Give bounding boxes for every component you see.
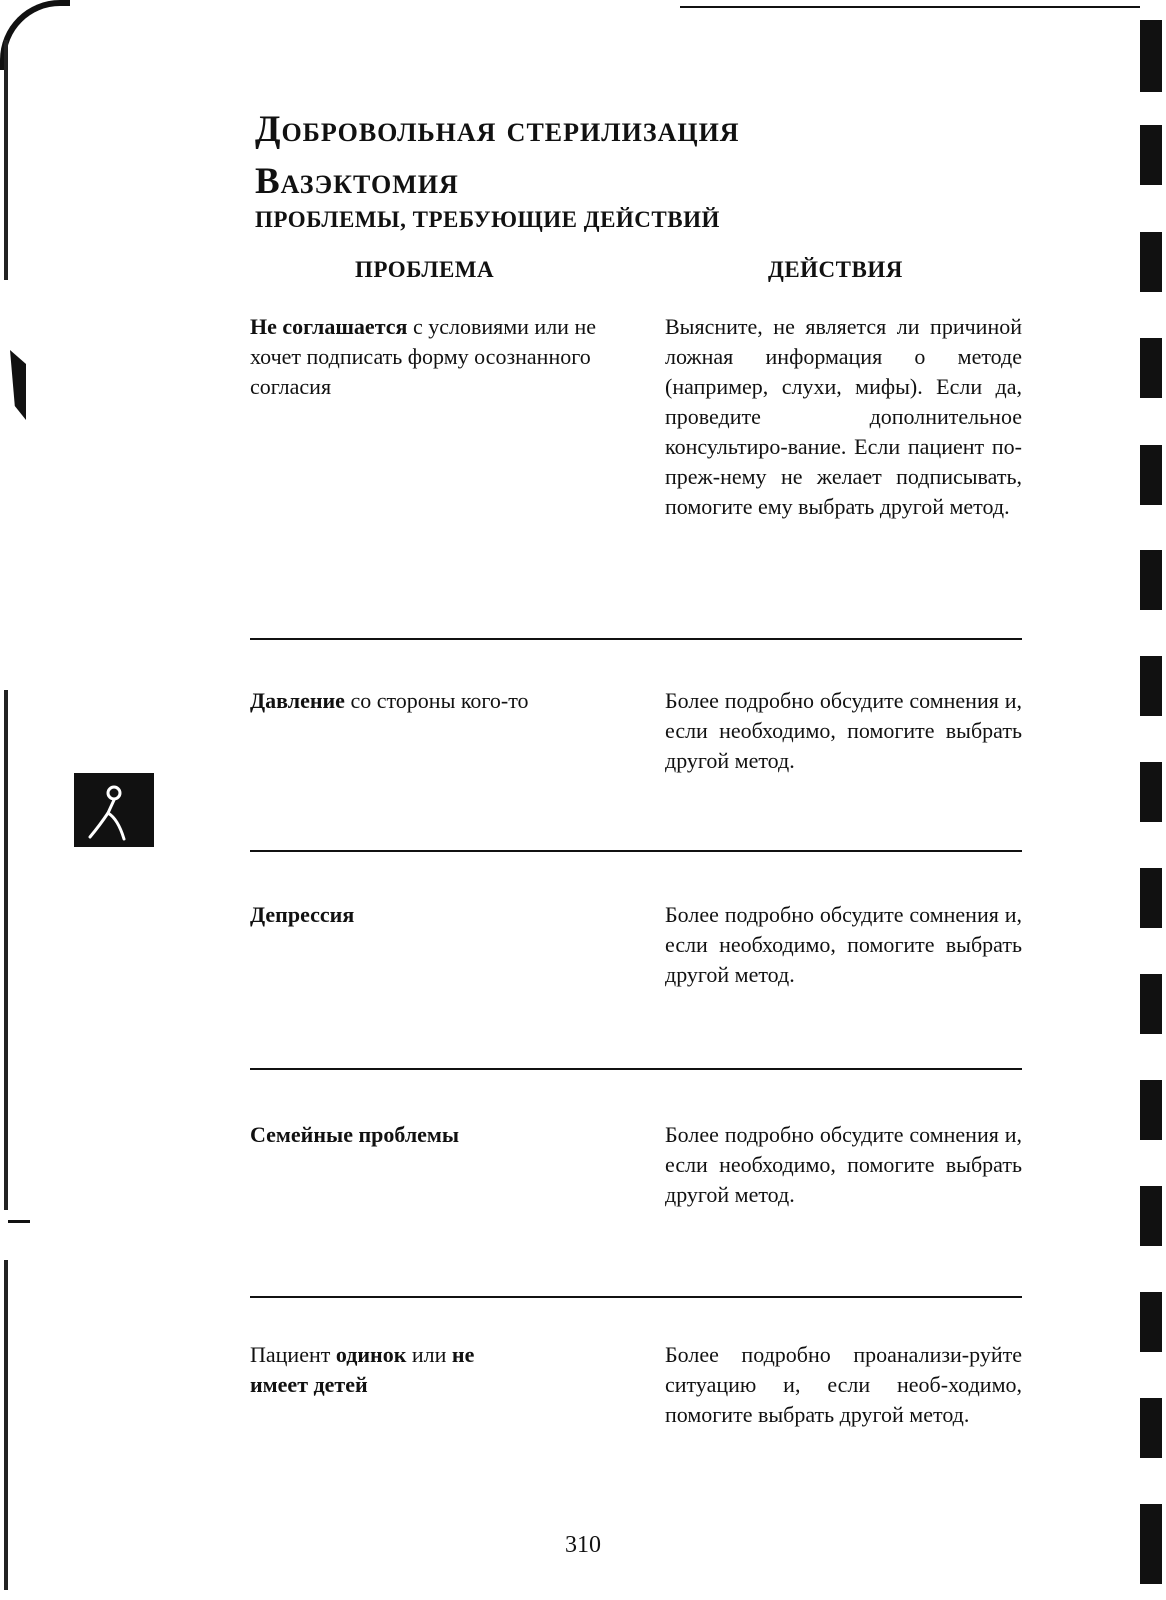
thumb-index-tab bbox=[1140, 762, 1162, 822]
action-cell: Выясните, не является ли причиной ложная информация о методе (например, слухи, мифы). Если да, проведите дополнительное консультиро-вание. Если пациент по-преж-нему не желает подписывать, помогите ему выбрать другой метод. bbox=[665, 314, 1022, 519]
thumb-index-tab bbox=[1140, 232, 1162, 292]
action-cell: Более подробно обсудите сомнения и, если необходимо, помогите выбрать другой метод. bbox=[665, 902, 1022, 987]
thumb-index-tab bbox=[1140, 125, 1162, 185]
column-header-actions: ДЕЙСТВИЯ bbox=[768, 257, 903, 282]
problem-cell bbox=[250, 686, 630, 716]
row-divider bbox=[250, 1296, 1022, 1298]
action-cell: Более подробно проанализи-руйте ситуацию и, если необ-ходимо, помогите выбрать другой метод. bbox=[665, 1342, 1022, 1427]
thumb-index-tab bbox=[1140, 445, 1162, 505]
thumb-index-tab bbox=[1140, 1292, 1162, 1352]
problem-text: Пациент bbox=[250, 1342, 336, 1367]
problem-keyword: одинок bbox=[335, 1342, 407, 1367]
page-title: Добровольная стерилизация bbox=[255, 109, 740, 150]
problem-keyword: не имеет детей bbox=[250, 1342, 475, 1397]
thumb-index-tab bbox=[1140, 20, 1162, 92]
problem-text: с условиями или не хочет подписать форму осознанного согласия bbox=[250, 314, 596, 399]
problem-keyword: Семейные проблемы bbox=[250, 1122, 460, 1147]
action-cell: Более подробно обсудите сомнения и, если необходимо, помогите выбрать другой метод. bbox=[665, 688, 1022, 773]
problem-text: или bbox=[406, 1342, 452, 1367]
problem-keyword: Депрессия bbox=[250, 902, 355, 927]
thumb-index-tab bbox=[1140, 974, 1162, 1034]
thumb-index-tab bbox=[1140, 338, 1162, 398]
page-number: 310 bbox=[565, 1532, 601, 1558]
scan-corner-mark bbox=[0, 0, 70, 70]
row-divider bbox=[250, 638, 1022, 640]
scan-left-mark bbox=[10, 350, 26, 420]
thumb-index-tab bbox=[1140, 1186, 1162, 1246]
thumb-index-tab bbox=[1140, 868, 1162, 928]
problem-keyword: Давление bbox=[250, 688, 345, 713]
problem-text: со стороны кого-то bbox=[344, 688, 529, 713]
section-title: ПРОБЛЕМЫ, ТРЕБУЮЩИЕ ДЕЙСТВИЙ bbox=[255, 207, 720, 232]
page-subtitle: Вазэктомия bbox=[255, 161, 459, 202]
scan-left-edge bbox=[4, 690, 8, 1210]
scan-left-tick bbox=[8, 1220, 30, 1223]
person-figure-icon bbox=[74, 773, 154, 847]
row-divider bbox=[250, 1068, 1022, 1070]
column-header-problem: ПРОБЛЕМА bbox=[355, 257, 495, 282]
scan-left-edge bbox=[4, 40, 8, 280]
thumb-index-tab bbox=[1140, 1398, 1162, 1458]
action-cell: Более подробно обсудите сомнения и, если необходимо, помогите выбрать другой метод. bbox=[665, 1122, 1022, 1207]
thumb-index-tab bbox=[1140, 550, 1162, 610]
thumb-index-tab bbox=[1140, 656, 1162, 716]
scan-top-line bbox=[680, 6, 1140, 8]
problem-cell bbox=[250, 312, 615, 402]
problem-cell bbox=[250, 900, 630, 930]
thumb-index-tab bbox=[1140, 1080, 1162, 1140]
problem-cell bbox=[250, 1340, 530, 1400]
problem-cell bbox=[250, 1120, 630, 1150]
problem-keyword: Не соглашается bbox=[250, 314, 408, 339]
row-divider bbox=[250, 850, 1022, 852]
